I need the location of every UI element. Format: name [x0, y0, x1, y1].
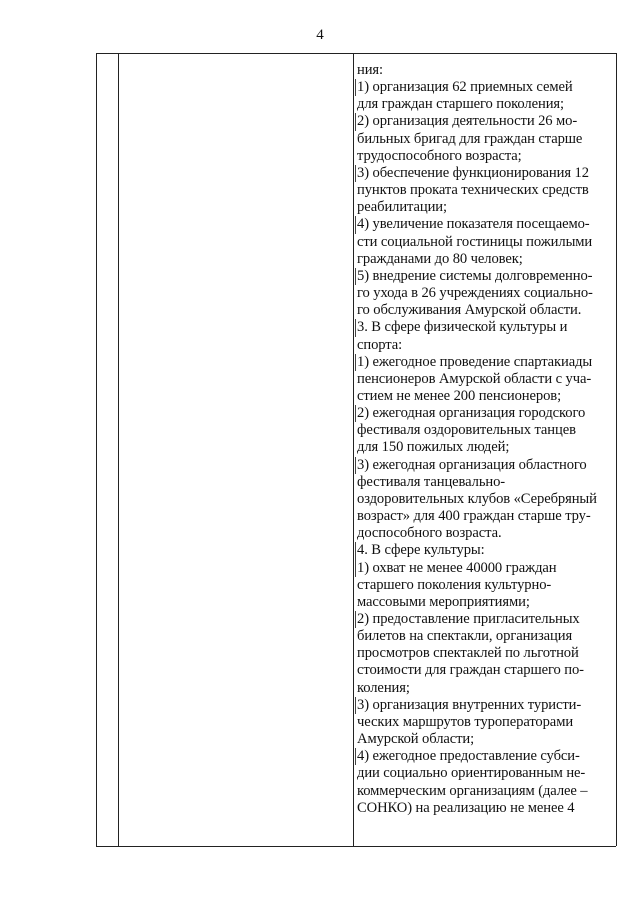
text-line: бильных бригад для граждан старше — [357, 130, 583, 147]
table-column-divider-1 — [118, 53, 119, 846]
table-border-left — [96, 53, 97, 846]
text-line: стием не менее 200 пенсионеров; — [357, 387, 562, 404]
text-line: для граждан старшего поколения; — [357, 96, 564, 113]
text-line: 2) предоставление пригласительных — [355, 611, 614, 628]
text-line: го обслуживания Амурской области. — [357, 302, 582, 319]
text-line: Амурской области; — [357, 731, 475, 748]
text-line: 1) охват не менее 40000 граждан — [355, 560, 614, 577]
text-line: стоимости для граждан старшего по- — [357, 662, 584, 679]
text-line: 3) организация внутренних туристи- — [355, 697, 614, 714]
text-line: 3) обеспечение функционирования 12 — [355, 165, 614, 182]
text-line: трудоспособного возраста; — [357, 147, 522, 164]
text-line: СОНКО) на реализацию не менее 4 — [357, 799, 575, 816]
text-line: старшего поколения культурно- — [357, 576, 552, 593]
text-line: возраст» для 400 граждан старше тру- — [357, 508, 591, 525]
text-line: коления; — [357, 679, 410, 696]
table-column-divider-2 — [353, 53, 354, 846]
table-cell-right-column — [357, 62, 614, 817]
text-line: гражданами до 80 человек; — [357, 250, 523, 267]
text-line: оздоровительных клубов «Серебряный — [357, 490, 597, 507]
text-line: 1) ежегодное проведение спартакиады — [355, 354, 614, 371]
text-line: пунктов проката технических средств — [357, 182, 589, 199]
text-line: пенсионеров Амурской области с уча- — [357, 370, 592, 387]
text-line: 4) увеличение показателя посещаемо- — [355, 216, 614, 233]
text-line: коммерческим организациям (далее – — [357, 782, 588, 799]
page-number: 4 — [316, 27, 324, 43]
text-line: дии социально ориентированным не- — [357, 765, 586, 782]
text-line: 4. В сфере культуры: — [355, 542, 614, 559]
text-line: доспособного возраста. — [357, 525, 502, 542]
text-line: спорта: — [357, 336, 403, 353]
text-line: массовыми мероприятиями; — [357, 593, 530, 610]
text-line: ческих маршрутов туроператорами — [357, 713, 574, 730]
text-line: для 150 пожилых людей; — [357, 439, 510, 456]
text-line: 3) ежегодная организация областного — [355, 457, 614, 474]
text-line: сти социальной гостиницы пожилыми — [357, 233, 593, 250]
text-line: 5) внедрение системы долговременно- — [355, 268, 614, 285]
text-line: ния: — [357, 62, 383, 78]
text-line: билетов на спектакли, организация — [357, 628, 573, 645]
text-line: 3. В сфере физической культуры и — [355, 319, 614, 336]
text-line: 2) организация деятельности 26 мо- — [355, 113, 614, 130]
text-line: 4) ежегодное предоставление субси- — [355, 748, 614, 765]
text-line: 1) организация 62 приемных семей — [355, 79, 614, 96]
table-border-right — [616, 53, 617, 846]
text-line: просмотров спектаклей по льготной — [357, 645, 579, 662]
text-line: фестиваля оздоровительных танцев — [357, 422, 576, 439]
text-line: реабилитации; — [357, 199, 447, 216]
text-line: 2) ежегодная организация городского — [355, 405, 614, 422]
text-line: го ухода в 26 учреждениях социально- — [357, 285, 593, 302]
text-line: фестиваля танцевально- — [357, 473, 506, 490]
